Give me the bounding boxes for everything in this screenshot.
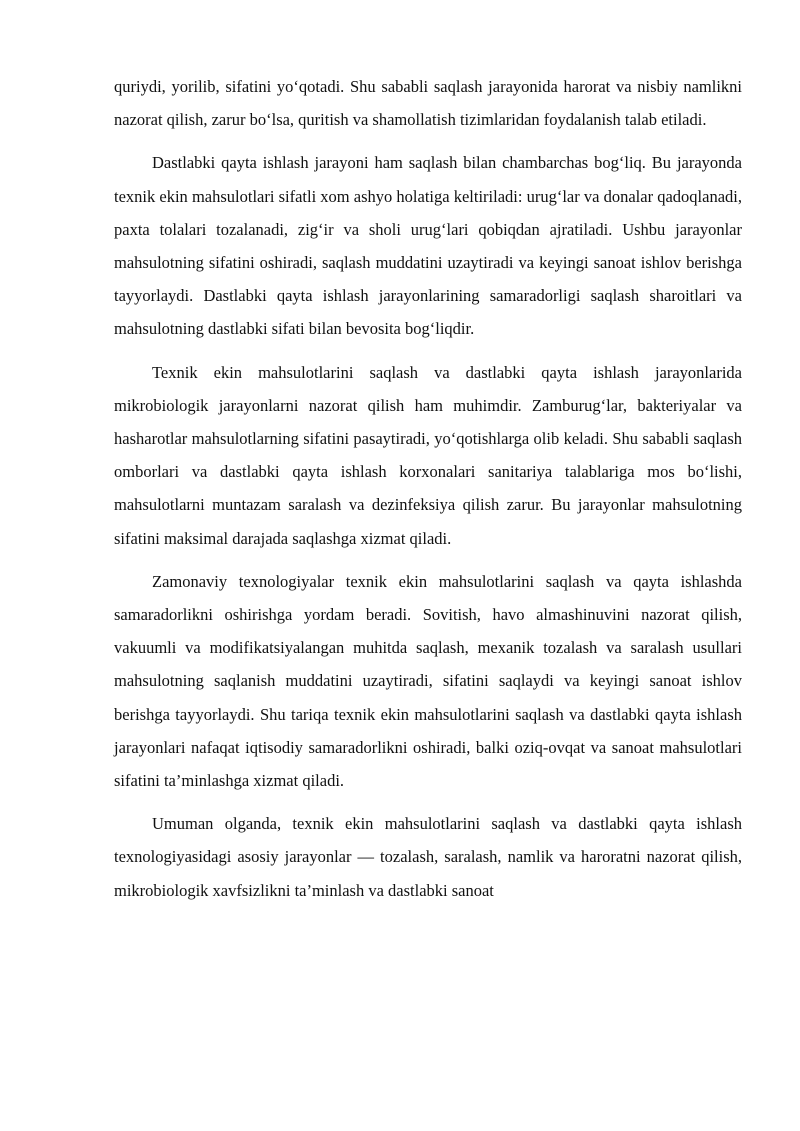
paragraph-modern-technologies: Zamonaviy texnologiyalar texnik ekin mahsulotlarini saqlash va qayta ishlashda samaradorlikni oshirishga yordam beradi. Sovitish, havo almashinuvini nazorat qilish, vakuumli va modifikatsiyalangan muhitda saqlash, mexanik tozalash va saralash usullari mahsulotning saqlanish muddatini uzaytiradi, sifatini saqlaydi va keyingi sanoat ishlov berishga tayyorlaydi. Shu tariqa texnik ekin mahsulotlarini saqlash va dastlabki qayta ishlash jarayonlari nafaqat iqtisodiy samaradorlikni oshiradi, balki oziq-ovqat va sanoat mahsulotlari sifatini ta’minlashga xizmat qiladi.: [114, 571, 742, 791]
paragraph-microbiological-control: Texnik ekin mahsulotlarini saqlash va dastlabki qayta ishlash jarayonlarida mikrobiologik jarayonlarni nazorat qilish ham muhimdir. Zamburug‘lar, bakteriyalar va hasharotlar mahsulotlarning sifatini pasaytiradi, yo‘qotishlarga olib keladi. Shu sababli saqlash omborlari va dastlabki qayta ishlash korxonalari sanitariya talablariga mos bo‘lishi, mahsulotlarni muntazam saralash va dezinfeksiya qilish zarur. Bu jarayonlar mahsulotning sifatini maksimal darajada saqlashga xizmat qiladi.: [114, 362, 742, 548]
paragraph-primary-processing: Dastlabki qayta ishlash jarayoni ham saqlash bilan chambarchas bog‘liq. Bu jarayonda texnik ekin mahsulotlari sifatli xom ashyo holatiga keltiriladi: urug‘lar va donalar qadoqlanadi, paxta tolalari tozalanadi, zig‘ir va sholi urug‘lari qobiqdan ajratiladi. Ushbu jarayonlar mahsulotning sifatini oshiradi, saqlash muddatini uzaytiradi va keyingi sanoat ishlov berishga tayyorlaydi. Dastlabki qayta ishlash jarayonlarining samaradorligi saqlash sharoitlari va mahsulotning dastlabki sifati bilan bevosita bog‘liqdir.: [114, 153, 742, 339]
paragraph-continued: quriydi, yorilib, sifatini yo‘qotadi. Shu sababli saqlash jarayonida harorat va nisbiy namlikni nazorat qilish, zarur bo‘lsa, quritish va shamollatish tizimlaridan foydalanish talab etiladi.: [114, 77, 742, 130]
paragraph-summary: Umuman olganda, texnik ekin mahsulotlarini saqlash va dastlabki qayta ishlash texnologiyasidagi asosiy jarayonlar — tozalash, saralash, namlik va haroratni nazorat qilish, mikrobiologik xavfsizlikni ta’minlash va dastlabki sanoat: [114, 814, 742, 900]
document-page: [114, 70, 742, 917]
